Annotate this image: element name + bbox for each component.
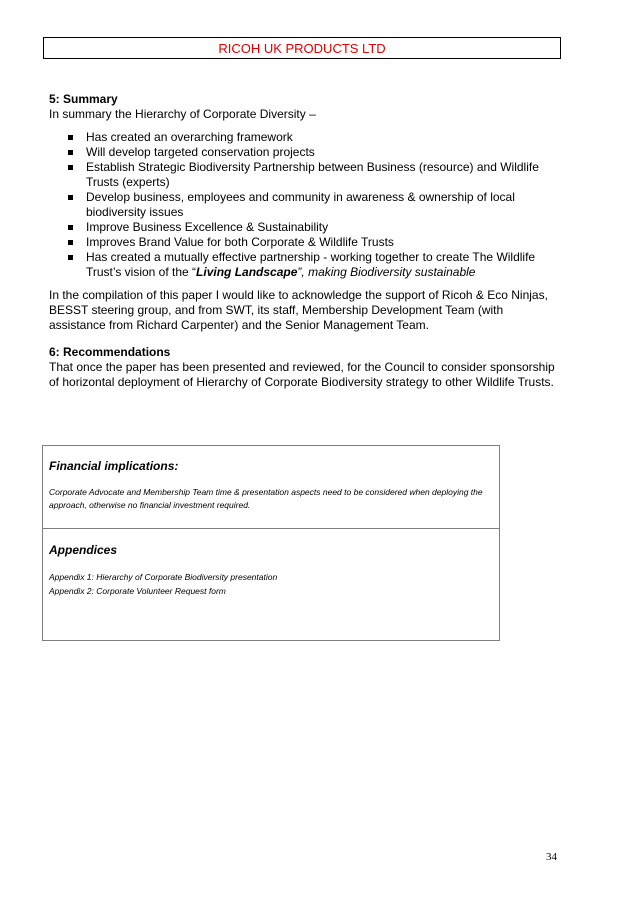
square-bullet-icon <box>68 240 73 245</box>
summary-heading: 5: Summary <box>49 92 118 106</box>
implications-table <box>42 445 500 641</box>
page-number: 34 <box>546 851 557 863</box>
recommendations-text: That once the paper has been presented and reviewed, for the Council to consider sponsorship of horizontal deployment of Hierarchy of Corporate Biodiversity strategy to other Wildlife Trusts. <box>49 360 555 389</box>
document-body <box>49 92 559 390</box>
financial-implications-text: Corporate Advocate and Membership Team time & presentation aspects need to be considered when deploying the approach, otherwise no financial investment required. <box>49 487 483 510</box>
summary-bullet-list <box>49 130 559 280</box>
summary-intro: In summary the Hierarchy of Corporate Diversity – <box>49 107 316 121</box>
square-bullet-icon <box>68 255 73 260</box>
appendix-item: Appendix 2: Corporate Volunteer Request form <box>49 586 226 596</box>
appendix-item: Appendix 1: Hierarchy of Corporate Biodiversity presentation <box>49 572 278 582</box>
square-bullet-icon <box>68 135 73 140</box>
appendices-title: Appendices <box>49 543 118 557</box>
square-bullet-icon <box>68 195 73 200</box>
recommendations-heading: 6: Recommendations <box>49 345 171 359</box>
living-landscape-emphasis: Living Landscape <box>196 265 298 279</box>
list-item: Develop business, employees and community in awareness & ownership of local biodiversity issues <box>49 190 559 220</box>
financial-implications-section <box>43 446 499 529</box>
document-header <box>43 37 561 59</box>
company-name: RICOH UK PRODUCTS LTD <box>218 40 386 56</box>
list-item: Improve Business Excellence & Sustainability <box>49 220 559 235</box>
square-bullet-icon <box>68 165 73 170</box>
square-bullet-icon <box>68 225 73 230</box>
acknowledgement-paragraph: In the compilation of this paper I would like to acknowledge the support of Ricoh & Eco Ninjas, BESST steering group, and from SWT, its staff, Membership Development Team (with assistance from Richard Carpenter) and the Senior Management Team. <box>49 288 548 332</box>
list-item: Establish Strategic Biodiversity Partnership between Business (resource) and Wildlife Trusts (experts) <box>49 160 559 190</box>
financial-implications-title: Financial implications: <box>49 459 179 473</box>
square-bullet-icon <box>68 150 73 155</box>
list-item: Has created a mutually effective partnership - working together to create The Wildlife Trust’s vision of the “Living Landscape”, making Biodiversity sustainable <box>49 250 559 280</box>
list-item: Has created an overarching framework <box>49 130 559 145</box>
list-item: Improves Brand Value for both Corporate & Wildlife Trusts <box>49 235 559 250</box>
list-item: Will develop targeted conservation projects <box>49 145 559 160</box>
